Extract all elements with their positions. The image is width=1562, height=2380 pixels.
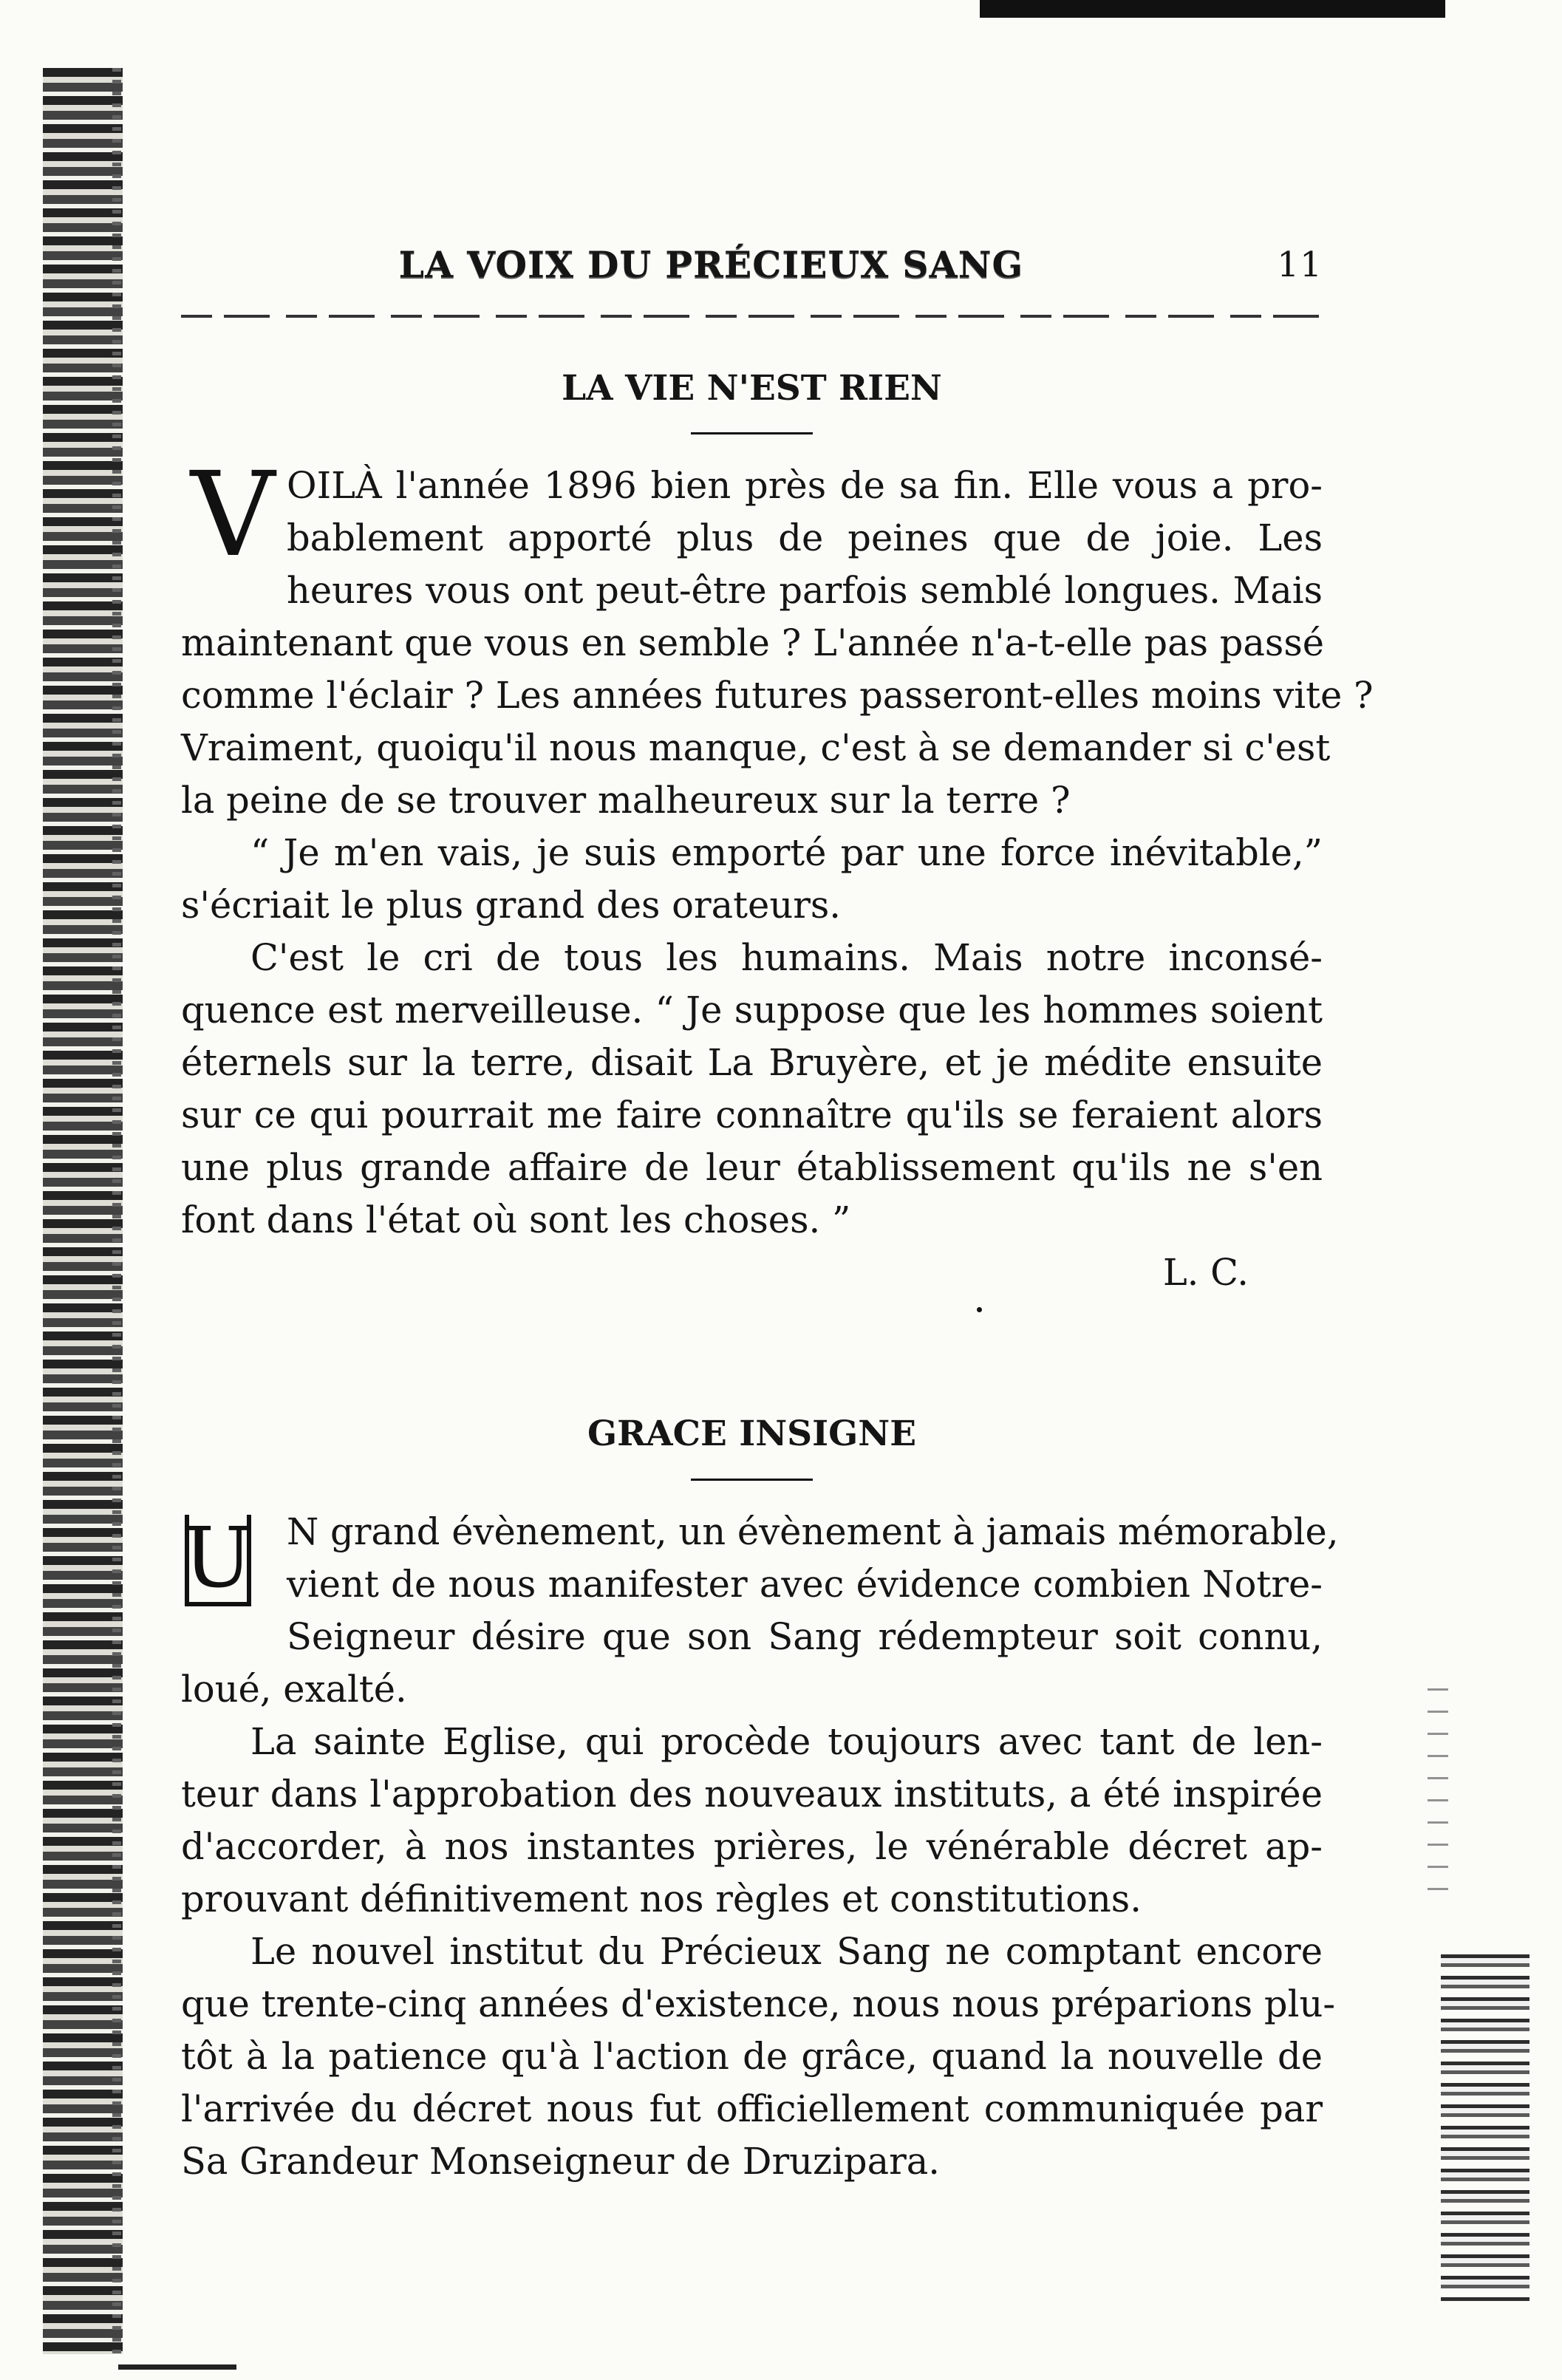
text-line: font dans l'état où sont les choses. ” bbox=[181, 1198, 851, 1242]
text-line: “ Je m'en vais, je suis emporté par une force inévitable,” bbox=[250, 831, 1323, 875]
article-grace-insigne bbox=[181, 1414, 1339, 2187]
text-line: loué, exalté. bbox=[181, 1667, 407, 1711]
text-line: bablement apporté plus de peines que de joie. Les bbox=[287, 516, 1323, 560]
book-page bbox=[181, 232, 1374, 2188]
article-body bbox=[181, 1506, 1339, 2188]
bottom-edge-mark bbox=[118, 2364, 236, 2370]
text-line: Le nouvel institut du Précieux Sang ne comptant encore bbox=[250, 1929, 1323, 1973]
text-line: maintenant que vous en semble ? L'année n'a-t-elle pas passé bbox=[181, 621, 1325, 665]
article-body bbox=[181, 447, 1374, 1247]
text-line: vient de nous manifester avec évidence combien Notre- bbox=[287, 1562, 1323, 1606]
signature: L. C. bbox=[1162, 1251, 1249, 1295]
text-line: tôt à la patience qu'à l'action de grâce, quand la nouvelle de bbox=[181, 2034, 1323, 2078]
drop-cap-letter: V bbox=[190, 447, 276, 584]
text-line: une plus grande affaire de leur établissement qu'ils ne s'en bbox=[181, 1146, 1323, 1190]
top-page-rule bbox=[980, 0, 1445, 18]
article-title: LA VIE N'EST RIEN bbox=[562, 368, 942, 409]
running-head bbox=[181, 232, 1323, 297]
text-line: s'écriait le plus grand des orateurs. bbox=[181, 884, 842, 927]
separator-dot bbox=[977, 1307, 982, 1312]
text-line: C'est le cri de tous les humains. Mais notre inconsé- bbox=[250, 936, 1323, 980]
text-line: sur ce qui pourrait me faire connaître qu'ils se feraient alors bbox=[181, 1094, 1323, 1137]
text-line: l'arrivée du décret nous fut officiellement communiquée par bbox=[181, 2087, 1323, 2130]
text-line: prouvant définitivement nos règles et constitutions. bbox=[181, 1877, 1142, 1920]
text-line: OILÀ l'année 1896 bien près de sa fin. Elle vous a pro- bbox=[287, 464, 1323, 508]
drop-cap-letter: U bbox=[183, 1510, 253, 1606]
running-head-title: LA VOIX DU PRÉCIEUX SANG bbox=[398, 243, 1024, 286]
text-line: Vraiment, quoiqu'il nous manque, c'est à se demander si c'est bbox=[181, 726, 1331, 770]
page-number: 11 bbox=[1277, 244, 1323, 285]
title-rule bbox=[691, 432, 813, 434]
text-line: la peine de se trouver malheureux sur la terre ? bbox=[181, 779, 1071, 822]
text-line: quence est merveilleuse. “ Je suppose que les hommes soient bbox=[181, 989, 1323, 1032]
text-line: heures vous ont peut-être parfois semblé longues. Mais bbox=[287, 569, 1323, 613]
text-line: N grand évènement, un évènement à jamais mémorable, bbox=[287, 1510, 1339, 1553]
text-line: comme l'éclair ? Les années futures passeront-elles moins vite ? bbox=[181, 674, 1374, 717]
header-divider bbox=[181, 315, 1323, 318]
right-edge-ink-marks bbox=[1441, 1954, 1529, 2302]
text-line: La sainte Eglise, qui procède toujours avec tant de len- bbox=[250, 1719, 1323, 1763]
book-spine-shadow bbox=[43, 68, 123, 2354]
text-line: Seigneur désire que son Sang rédempteur soit connu, bbox=[287, 1614, 1323, 1658]
article-title: GRACE INSIGNE bbox=[587, 1414, 917, 1455]
text-line: d'accorder, à nos instantes prières, le vénérable décret ap- bbox=[181, 1824, 1323, 1868]
text-line: Sa Grandeur Monseigneur de Druzipara. bbox=[181, 2139, 941, 2183]
text-line: éternels sur la terre, disait La Bruyère, et je médite ensuite bbox=[181, 1041, 1323, 1085]
text-line: teur dans l'approbation des nouveaux instituts, a été inspirée bbox=[181, 1772, 1323, 1815]
title-rule bbox=[691, 1479, 813, 1481]
text-line: que trente-cinq années d'existence, nous nous préparions plu- bbox=[181, 1982, 1336, 2025]
article-la-vie-nest-rien bbox=[181, 368, 1374, 1299]
